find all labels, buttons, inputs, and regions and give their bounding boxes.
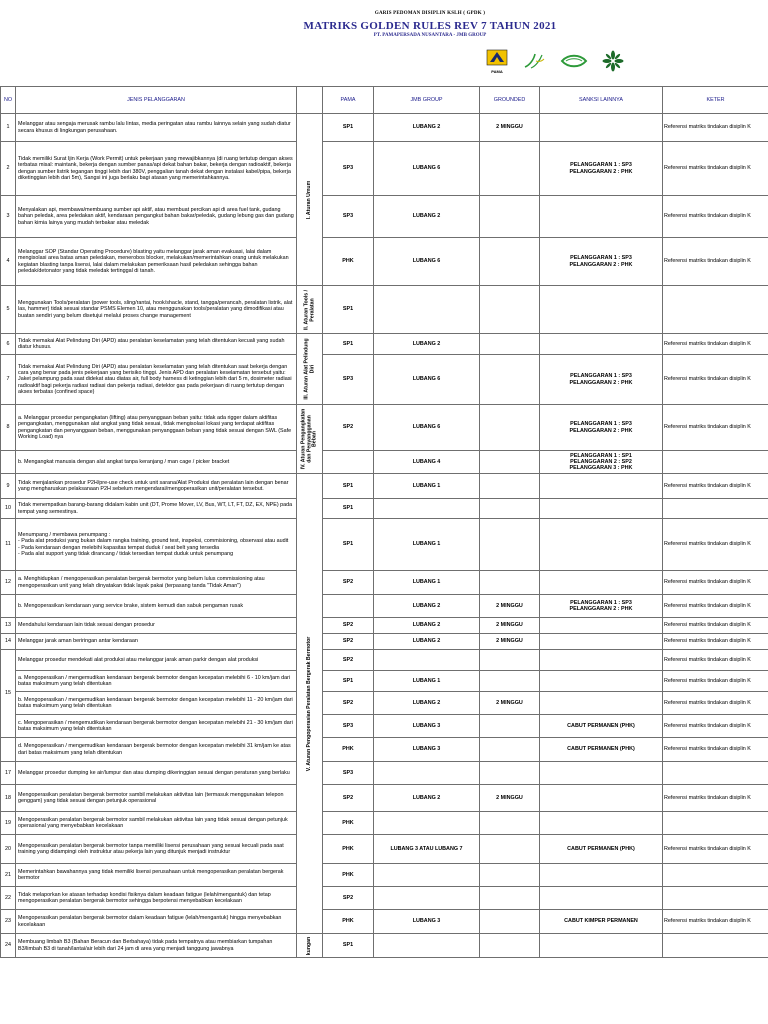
jmb-swoosh-icon [522, 51, 546, 71]
other-sanction [540, 114, 663, 142]
other-sanction: CABUT PERMANEN (PHK) [540, 715, 663, 738]
section-label-cell [297, 334, 323, 405]
section-label: kungan [305, 936, 312, 955]
reference-note: Referensi matriks tindakan disiplin K [663, 634, 768, 650]
row-number [1, 595, 16, 618]
violation-description: Mengoperasikan peralatan bergerak bermotor tanpa memiliki lisensi perusahaan yang sesuai kecuali pada saat training yang didampingi oleh instruktur atau pekerja lain yang ditunjuk menjadi instruktur [16, 835, 297, 864]
pama-sanction: PHK [323, 812, 374, 835]
pama-sanction: PHK [323, 910, 374, 934]
jmb-sanction [374, 934, 480, 958]
jmb-sanction: LUBANG 1 [374, 474, 480, 499]
violation-description: Melanggar atau sengaja merusak rambu lalu lintas, media peringatan atau rambu lainnya selain yang sudah diatur secara khusus di lingkungan perusahaan. [16, 114, 297, 142]
violation-description: Memerintahkan bawahannya yang tidak memiliki lisensi perusahaan untuk mengoperasikan peralatan bergerak bermotor [16, 864, 297, 887]
col-no: NO [1, 87, 16, 114]
reference-note: Referensi matriks tindakan disiplin K [663, 334, 768, 355]
reference-note: Referensi matriks tindakan disiplin K [663, 671, 768, 692]
violation-description: a. Melanggar prosedur pengangkatan (lifting) atau penyanggaan beban yaitu: tidak ada rigger dalam aktifitas pengangkatan, menggunakan alat angkat yang tidak sesuai, tidak mengisolasi lokasi yang terdapat aktifitas pengangkatan dan penyanggaan beban, menggunakan penyanggaan beban yang tidak sesuai dengan SWL (Safe Working Load) nya [16, 405, 297, 451]
other-sanction: PELANGGARAN 1 : SP3 PELANGGARAN 2 : PHK [540, 595, 663, 618]
row-number: 22 [1, 887, 16, 910]
violation-description: Mengoperasikan peralatan bergerak bermotor dalam keadaan fatigue (lelah/mengantuk) hingga menyebabkan kecelakaan [16, 910, 297, 934]
pama-sanction: SP2 [323, 405, 374, 451]
violation-description: Melanggar prosedur dumping ke air/lumpur dan atau dumping dikeringgian sesuai dengan peraturan yang berlaku [16, 762, 297, 785]
pama-sanction: SP3 [323, 196, 374, 238]
violation-description: b. Mengoperasikan / mengemudikan kendaraan bergerak bermotor dengan kecepatan melebihi 11 - 20 km/jam dari batas maksimum yang telah ditentukan [16, 692, 297, 715]
pama-sanction: PHK [323, 864, 374, 887]
other-sanction [540, 286, 663, 334]
jmb-sanction: LUBANG 1 [374, 571, 480, 595]
reference-note [663, 887, 768, 910]
table-row [1, 634, 768, 650]
violation-description: Membuang limbah B3 (Bahan Beracun dan Berbahaya) tidak pada tempatnya atau membiarkan tumpahan B3/limbah B3 di tanah/lantai/air lebih dari 24 jam di area yang menjadi tanggung jawabnya [16, 934, 297, 958]
other-sanction [540, 519, 663, 571]
violation-description: b. Mengoperasikan kendaraan yang service brake, sistem kemudi dan sabuk pengaman rusak [16, 595, 297, 618]
col-jmb: JMB GROUP [374, 87, 480, 114]
other-sanction [540, 812, 663, 835]
other-sanction: CABUT KIMPER PERMANEN [540, 910, 663, 934]
jmb-sanction [374, 286, 480, 334]
violation-description: Melanggar SOP (Standar Operating Procedure) blasting yaitu melanggar jarak aman evakuasi, lalai dalam mengisolasi area batas aman peledakan, menerobos blocker, melakukan/memerintahkan orang untuk melakukan kegiatan blasting tanpa lisensi, lalai dalam melakukan pemeriksaan hasil peledakan sehingga bahan peledak/detonator yang tidak meledak tertinggal di tanah. [16, 238, 297, 286]
reference-note: Referensi matriks tindakan disiplin K [663, 835, 768, 864]
pama-sanction: SP3 [323, 762, 374, 785]
jmb-sanction: LUBANG 6 [374, 355, 480, 405]
header-small-title: GARIS PEDOMAN DISIPLIN KSLH ( GPDK ) [374, 11, 486, 16]
row-number: 13 [1, 618, 16, 634]
violation-description: Tidak memakai Alat Pelindung Diri (APD) atau peralatan keselamatan yang telah ditentukan saat bekerja dengan cara yang benar pada jenis pekerjaan yang berisiko tinggi. Jenis APD dan peralatan keselamatan tersebut yaitu: Jaket pelampung pada saat didekat atau diatas air, full body harness di ketinggian lebih dari 5 m, dosimeter radiasi radioaktif bagi pekerja radiasi radiasi dan pekerja radiasi, detektor gas pada pekerjaan di ruang tertutup dengan akses terbatas (confined space) [16, 355, 297, 405]
other-sanction [540, 571, 663, 595]
pama-sanction [323, 451, 374, 474]
pama-sanction: SP2 [323, 887, 374, 910]
reference-note: Referensi matriks tindakan disiplin K [663, 519, 768, 571]
violation-description: Tidak menempatkan barang-barang didalam kabin unit (DT, Prome Mover, LV, Bus, WT, LT, FT, DZ, EX, NPE) pada tempat yang semestinya. [16, 499, 297, 519]
reference-note [663, 451, 768, 474]
table-row [1, 355, 768, 405]
jmb-sanction [374, 887, 480, 910]
violation-description: Tidak menjalankan prosedur P2H/pre-use check untuk unit sarana/Alat Produksi dan peralatan lain dengan benar yang mengharuskan pelaksanaan P2H sebelum mengendarai/mengoperasikan unit/peralatan tersebut. [16, 474, 297, 499]
document-header [0, 0, 768, 86]
other-sanction: PELANGGARAN 1 : SP3 PELANGGARAN 2 : PHK [540, 405, 663, 451]
star-leaf-logo-icon [602, 50, 624, 72]
violation-description: c. Mengoperasikan / mengemudikan kendaraan bergerak bermotor dengan kecepatan melebihi 21 - 30 km/jam dari batas maksimum yang telah ditentukan [16, 715, 297, 738]
grounded-period [480, 519, 540, 571]
pama-sanction: PHK [323, 738, 374, 762]
row-number: 9 [1, 474, 16, 499]
other-sanction [540, 474, 663, 499]
grounded-period [480, 715, 540, 738]
table-row [1, 114, 768, 142]
pama-sanction: SP1 [323, 334, 374, 355]
pama-sanction: SP1 [323, 286, 374, 334]
jmb-sanction: LUBANG 2 [374, 196, 480, 238]
reference-note: Referensi matriks tindakan disiplin K [663, 142, 768, 196]
jmb-sanction: LUBANG 6 [374, 238, 480, 286]
other-sanction [540, 334, 663, 355]
jmb-sanction: LUBANG 2 [374, 692, 480, 715]
pama-sanction: SP3 [323, 715, 374, 738]
grounded-period [480, 571, 540, 595]
other-sanction [540, 887, 663, 910]
grounded-period [480, 142, 540, 196]
jmb-sanction: LUBANG 2 [374, 634, 480, 650]
other-sanction [540, 499, 663, 519]
row-number: 15 [1, 650, 16, 738]
violation-description: a. Menghidupkan / mengoperasikan peralatan bergerak bermotor yang belum lulus commissioning atau mengoperasikan unit yang telah dinyatakan tidak layak pakai (terpasang tanda "Tidak Aman") [16, 571, 297, 595]
table-row [1, 334, 768, 355]
table-row [1, 812, 768, 835]
section-label: III. Aturan Alat Pelindung Diri [302, 338, 315, 400]
row-number: 4 [1, 238, 16, 286]
col-jenis: JENIS PELANGGARAN [16, 87, 297, 114]
jmb-sanction: LUBANG 3 ATAU LUBANG 7 [374, 835, 480, 864]
grounded-period [480, 499, 540, 519]
jmb-sanction [374, 499, 480, 519]
grounded-period [480, 474, 540, 499]
violation-description: b. Mengangkat manusia dengan alat angkat tanpa keranjang / man cage / picker bracket [16, 451, 297, 474]
pama-sanction: SP2 [323, 571, 374, 595]
other-sanction: CABUT PERMANEN (PHK) [540, 738, 663, 762]
other-sanction [540, 634, 663, 650]
jmb-sanction: LUBANG 4 [374, 451, 480, 474]
col-pama: PAMA [323, 87, 374, 114]
violation-description: Menggunakan Tools/peralatan (power tools, sling/rantai, hook/shacle, stand, tangga/perancah, peralatan listrik, alat las, hammer) tidak sesuai standar PSMS Elemen 10, atau menggunakan tools/peralatan yang dimodifikasi atau buatan sendiri yang belum disetujui melalui proses change management [16, 286, 297, 334]
row-number: 17 [1, 762, 16, 785]
reference-note [663, 864, 768, 887]
pama-sanction: SP1 [323, 519, 374, 571]
pama-sanction [323, 595, 374, 618]
section-label: I. Aturan Umum [305, 180, 312, 219]
grounded-period [480, 671, 540, 692]
grounded-period [480, 864, 540, 887]
reference-note: Referensi matriks tindakan disiplin K [663, 355, 768, 405]
other-sanction [540, 650, 663, 671]
table-row [1, 692, 768, 715]
row-number: 8 [1, 405, 16, 451]
other-sanction [540, 618, 663, 634]
reference-note: Referensi matriks tindakan disiplin K [663, 785, 768, 812]
grounded-period [480, 238, 540, 286]
jmb-sanction: LUBANG 1 [374, 671, 480, 692]
jmb-sanction: LUBANG 2 [374, 618, 480, 634]
row-number: 3 [1, 196, 16, 238]
reference-note: Referensi matriks tindakan disiplin K [663, 238, 768, 286]
section-label: V. Aturan Pengoperasian Peralatan Bergerak Bermotor [305, 636, 312, 771]
pama-sanction: SP3 [323, 355, 374, 405]
other-sanction [540, 671, 663, 692]
table-row [1, 571, 768, 595]
section-label-cell [297, 286, 323, 334]
col-section [297, 87, 323, 114]
other-sanction: PELANGGARAN 1 : SP3 PELANGGARAN 2 : PHK [540, 355, 663, 405]
reference-note: Referensi matriks tindakan disiplin K [663, 692, 768, 715]
pama-sanction: SP1 [323, 474, 374, 499]
reference-note [663, 934, 768, 958]
reference-note: Referensi matriks tindakan disiplin K [663, 738, 768, 762]
pama-sanction: SP1 [323, 114, 374, 142]
row-number: 12 [1, 571, 16, 595]
reference-note: Referensi matriks tindakan disiplin K [663, 715, 768, 738]
col-keterangan: KETER [663, 87, 768, 114]
grounded-period [480, 355, 540, 405]
table-row [1, 671, 768, 692]
jmb-sanction [374, 864, 480, 887]
table-row [1, 618, 768, 634]
logo-group [486, 48, 624, 74]
reference-note: Referensi matriks tindakan disiplin K [663, 650, 768, 671]
violation-description: Tidak melaporkan ke atasan terhadap kondisi fisiknya dalam keadaan fatigue (lelah/mengantuk) dan tetap mengoperasikan peralatan bergerak bermotor sehingga berpotensi menyebabkan kecelakaan [16, 887, 297, 910]
row-number: 14 [1, 634, 16, 650]
reference-note: Referensi matriks tindakan disiplin K [663, 196, 768, 238]
jmb-sanction [374, 762, 480, 785]
jmb-sanction [374, 812, 480, 835]
violation-description: Melanggar jarak aman beriringan antar kendaraan [16, 634, 297, 650]
table-row [1, 405, 768, 451]
reference-note: Referensi matriks tindakan disiplin K [663, 474, 768, 499]
pama-sanction: SP2 [323, 692, 374, 715]
table-row [1, 864, 768, 887]
table-row [1, 910, 768, 934]
row-number: 5 [1, 286, 16, 334]
pama-sanction: SP2 [323, 618, 374, 634]
violation-description: Menumpang / membawa penumpang : - Pada alat produksi yang bukan dalam rangka training, ground test, inspeksi, commisioning, observasi atau audit - Pada kendaraan dengan melebihi kapasitas tempat duduk / seat belt yang tersedia - Pada alat support yang tidak dirancang / tidak tersedian tempat duduk untuk penumpang [16, 519, 297, 571]
table-row [1, 762, 768, 785]
grounded-period [480, 405, 540, 451]
pama-sanction: SP1 [323, 499, 374, 519]
grounded-period [480, 762, 540, 785]
pama-logo-text: PAMA [491, 69, 503, 74]
reference-note [663, 499, 768, 519]
pama-sanction: SP2 [323, 785, 374, 812]
grounded-period: 2 MINGGU [480, 785, 540, 812]
other-sanction [540, 762, 663, 785]
grounded-period [480, 835, 540, 864]
section-label-cell [297, 934, 323, 958]
reference-note: Referensi matriks tindakan disiplin K [663, 114, 768, 142]
violation-description: Melanggar prosedur mendekati alat produksi atau melanggar jarak aman parkir dengan alat produksi [16, 650, 297, 671]
table-row [1, 451, 768, 474]
section-label: II. Aturan Tools / Peralatan [302, 289, 315, 330]
table-row [1, 595, 768, 618]
row-number: 2 [1, 142, 16, 196]
jmb-sanction: LUBANG 2 [374, 595, 480, 618]
grounded-period: 2 MINGGU [480, 692, 540, 715]
other-sanction: PELANGGARAN 1 : SP1 PELANGGARAN 2 : SP2 PELANGGARAN 3 : PHK [540, 451, 663, 474]
table-row [1, 650, 768, 671]
other-sanction [540, 196, 663, 238]
grounded-period [480, 738, 540, 762]
pama-sanction: PHK [323, 238, 374, 286]
section-label-cell [297, 405, 323, 474]
eye-leaf-logo-icon [560, 53, 588, 69]
table-row [1, 196, 768, 238]
row-number [1, 451, 16, 474]
row-number: 21 [1, 864, 16, 887]
pama-sanction: PHK [323, 835, 374, 864]
row-number: 11 [1, 519, 16, 571]
grounded-period: 2 MINGGU [480, 634, 540, 650]
grounded-period [480, 910, 540, 934]
table-row [1, 887, 768, 910]
grounded-period [480, 887, 540, 910]
table-row [1, 238, 768, 286]
violation-description: Tidak memakai Alat Pelindung Diri (APD) atau peralatan keselamatan yang telah ditentukan kecuali yang sudah diatur khusus. [16, 334, 297, 355]
grounded-period: 2 MINGGU [480, 595, 540, 618]
golden-rules-table [0, 86, 768, 958]
grounded-period: 2 MINGGU [480, 114, 540, 142]
table-row [1, 519, 768, 571]
section-label: IV. Aturan Pengangkatan dan Penyangganan Beban [300, 408, 318, 470]
pama-sanction: SP3 [323, 142, 374, 196]
row-number: 23 [1, 910, 16, 934]
other-sanction [540, 785, 663, 812]
pama-logo [486, 49, 508, 73]
page-title: MATRIKS GOLDEN RULES REV 7 TAHUN 2021 [303, 20, 557, 32]
other-sanction: CABUT PERMANEN (PHK) [540, 835, 663, 864]
row-number: 6 [1, 334, 16, 355]
table-row [1, 738, 768, 762]
row-number: 24 [1, 934, 16, 958]
reference-note: Referensi matriks tindakan disiplin K [663, 910, 768, 934]
reference-note [663, 762, 768, 785]
violation-description: Mendahului kendaraan lain tidak sesuai dengan prosedur [16, 618, 297, 634]
reference-note: Referensi matriks tindakan disiplin K [663, 618, 768, 634]
pama-sanction: SP1 [323, 934, 374, 958]
pama-sanction: SP2 [323, 650, 374, 671]
row-number: 19 [1, 812, 16, 835]
row-number: 18 [1, 785, 16, 812]
grounded-period [480, 934, 540, 958]
table-row [1, 499, 768, 519]
jmb-sanction: LUBANG 2 [374, 785, 480, 812]
row-number: 7 [1, 355, 16, 405]
violation-description: d. Mengoperasikan / mengemudikan kendaraan bergerak bermotor dengan kecepatan melebihi 31 km/jam ke atas dari batas maksimum yang telah ditentukan [16, 738, 297, 762]
section-label-cell [297, 114, 323, 286]
table-row [1, 286, 768, 334]
jmb-sanction: LUBANG 6 [374, 405, 480, 451]
jmb-sanction: LUBANG 3 [374, 910, 480, 934]
grounded-period [480, 451, 540, 474]
col-sanksi: SANKSI LAINNYA [540, 87, 663, 114]
pama-sanction: SP2 [323, 634, 374, 650]
table-row [1, 142, 768, 196]
violation-description: Menyalakan api, membawa/membuang sumber api aktif, atau membuat percikan api di area fuel tank, gudang bahan peledak, area peledakan aktif, kendaraan pengangkut bahan bakar/peledak, gudang lebung gas dan gudang bahan kimia lainya yang mudah terbakar atau meledak [16, 196, 297, 238]
grounded-period [480, 812, 540, 835]
grounded-period [480, 334, 540, 355]
grounded-period [480, 286, 540, 334]
other-sanction [540, 692, 663, 715]
violation-description: Mengoperasikan peralatan bergerak bermotor sambil melakukan aktivitas lain (termasuk menggunakan telepon genggam) yang tidak sesuai dengan petunjuk operasional [16, 785, 297, 812]
row-number: 10 [1, 499, 16, 519]
jmb-sanction: LUBANG 2 [374, 334, 480, 355]
row-number: 1 [1, 114, 16, 142]
jmb-sanction: LUBANG 6 [374, 142, 480, 196]
violation-description: Mengoperasikan peralatan bergerak bermotor sambil melakukan aktivitas lain yang tidak sesuai dengan petunjuk operasional yang menyebabkan kecelakaan [16, 812, 297, 835]
grounded-period [480, 650, 540, 671]
table-row [1, 715, 768, 738]
reference-note: Referensi matriks tindakan disiplin K [663, 405, 768, 451]
row-number [1, 738, 16, 762]
jmb-sanction: LUBANG 3 [374, 715, 480, 738]
other-sanction: PELANGGARAN 1 : SP3 PELANGGARAN 2 : PHK [540, 238, 663, 286]
header-subtitle: PT. PAMAPERSADA NUSANTARA - JMB GROUP [373, 33, 487, 38]
other-sanction: PELANGGARAN 1 : SP3 PELANGGARAN 2 : PHK [540, 142, 663, 196]
table-row [1, 785, 768, 812]
jmb-sanction: LUBANG 2 [374, 114, 480, 142]
jmb-sanction [374, 650, 480, 671]
grounded-period [480, 196, 540, 238]
col-grounded: GROUNDED [480, 87, 540, 114]
grounded-period: 2 MINGGU [480, 618, 540, 634]
reference-note: Referensi matriks tindakan disiplin K [663, 595, 768, 618]
row-number: 20 [1, 835, 16, 864]
jmb-sanction: LUBANG 3 [374, 738, 480, 762]
violation-description: Tidak memiliki Surat Ijin Kerja (Work Permit) untuk pekerjaan yang mewajibkannya (di ruang tertutup dengan akses terbatas misal: maintank, bekerja dengan sumber panas/api dekat bahan bakar, bekerja dengan radioaktif, bekerja dengan sumber listrik tegangan tinggi lebih dari 380V, penggalian tanah dekat dengan instalasi kabel/pipa, bekerja diketinggian lebih dari 5m), Sangsi ini juga berlaku bagi atasan yang memerintahkannya. [16, 142, 297, 196]
jmb-sanction: LUBANG 1 [374, 519, 480, 571]
reference-note [663, 286, 768, 334]
section-label-cell [297, 474, 323, 934]
other-sanction [540, 864, 663, 887]
table-row [1, 934, 768, 958]
table-row [1, 474, 768, 499]
table-header-row [1, 87, 768, 114]
pama-sanction: SP1 [323, 671, 374, 692]
reference-note [663, 812, 768, 835]
violation-description: a. Mengoperasikan / mengemudikan kendaraan bergerak bermotor dengan kecepatan melebihi 6 - 10 km/jam dari batas maksimum yang telah ditentukan [16, 671, 297, 692]
reference-note: Referensi matriks tindakan disiplin K [663, 571, 768, 595]
other-sanction [540, 934, 663, 958]
table-row [1, 835, 768, 864]
